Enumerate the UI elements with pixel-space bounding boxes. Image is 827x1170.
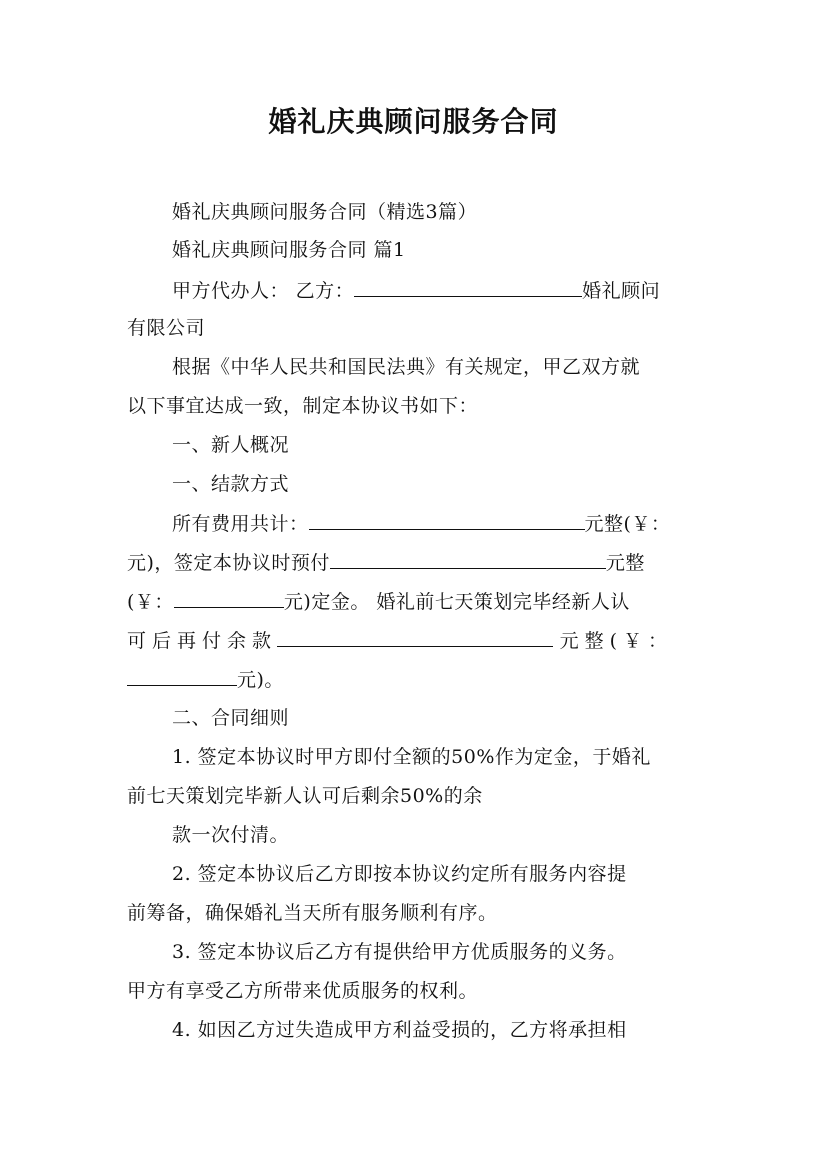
balance-label: 可后再付余款 [127,630,278,652]
party-a-label: 甲方代办人： [172,280,290,302]
balance-amount-unit: 元)。 [237,669,284,691]
clause-3-line-2: 甲方有享受乙方所带来优质服务的权利。 [127,980,479,1002]
clause-2-line-1: 2. 签定本协议后乙方即按本协议约定所有服务内容提 [172,863,627,885]
payment-line-2 [127,550,702,575]
payment-line-5 [127,667,702,692]
clause-2-line-2: 前筹备，确保婚礼当天所有服务顺利有序。 [127,902,498,924]
intro-line-2: 以下事宜达成一致，制定本协议书如下： [127,395,479,417]
prepay-label: 元)，签定本协议时预付 [127,552,330,574]
payment-line-1 [172,511,702,536]
party-b-blank [354,278,582,297]
clause-1-line-3: 款一次付清。 [172,824,290,846]
party-line [172,278,702,303]
balance-amount-blank [127,667,237,686]
payment-line-3 [127,589,702,614]
subtitle: 婚礼庆典顾问服务合同（精选3篇） [172,201,478,223]
clause-4-line-1: 4. 如因乙方过失造成甲方利益受损的，乙方将承担相 [172,1019,627,1041]
section-heading-2: 二、合同细则 [172,707,290,729]
clause-3-line-1: 3. 签定本协议后乙方有提供给甲方优质服务的义务。 [172,941,627,963]
prepay-blank [330,550,606,569]
chapter-heading: 婚礼庆典顾问服务合同 篇1 [172,239,406,261]
prepay-unit: 元整 [605,552,645,574]
section-heading-1b: 一、结款方式 [172,473,290,495]
party-b-suffix: 婚礼顾问 [582,280,661,302]
balance-unit: 元整(￥： [559,630,673,652]
deposit-blank [174,589,284,608]
payment-line-4 [127,628,702,653]
party-b-suffix-line: 有限公司 [127,317,206,339]
payment-total-unit: 元整(￥： [584,513,671,535]
document-title: 婚礼庆典顾问服务合同 [268,105,559,138]
payment-total-label: 所有费用共计： [172,513,309,535]
payment-total-blank [309,511,585,530]
party-b-label: 乙方： [295,280,355,302]
clause-1-line-1: 1. 签定本协议时甲方即付全额的50%作为定金，于婚礼 [172,746,651,768]
intro-line-1: 根据《中华人民共和国民法典》有关规定，甲乙双方就 [172,356,641,378]
deposit-label: (￥： [127,591,174,613]
section-heading-1: 一、新人概况 [172,434,290,456]
deposit-text: 元)定金。 婚礼前七天策划完毕经新人认 [283,591,630,613]
clause-1-line-2: 前七天策划完毕新人认可后剩余50%的余 [127,785,483,807]
balance-blank [277,628,553,647]
